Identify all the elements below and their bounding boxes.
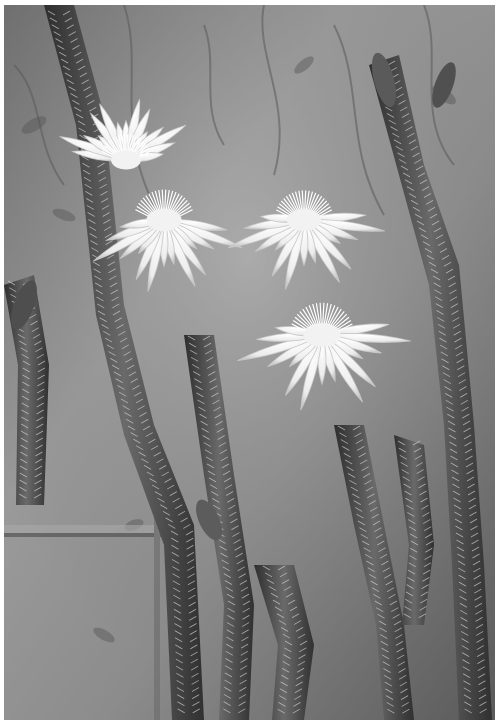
flower-center bbox=[111, 150, 141, 169]
flower-center bbox=[303, 323, 340, 347]
flower-center bbox=[146, 209, 181, 231]
flower-center bbox=[287, 209, 321, 231]
photo-canvas bbox=[4, 5, 495, 720]
cactus-photograph bbox=[4, 5, 495, 720]
